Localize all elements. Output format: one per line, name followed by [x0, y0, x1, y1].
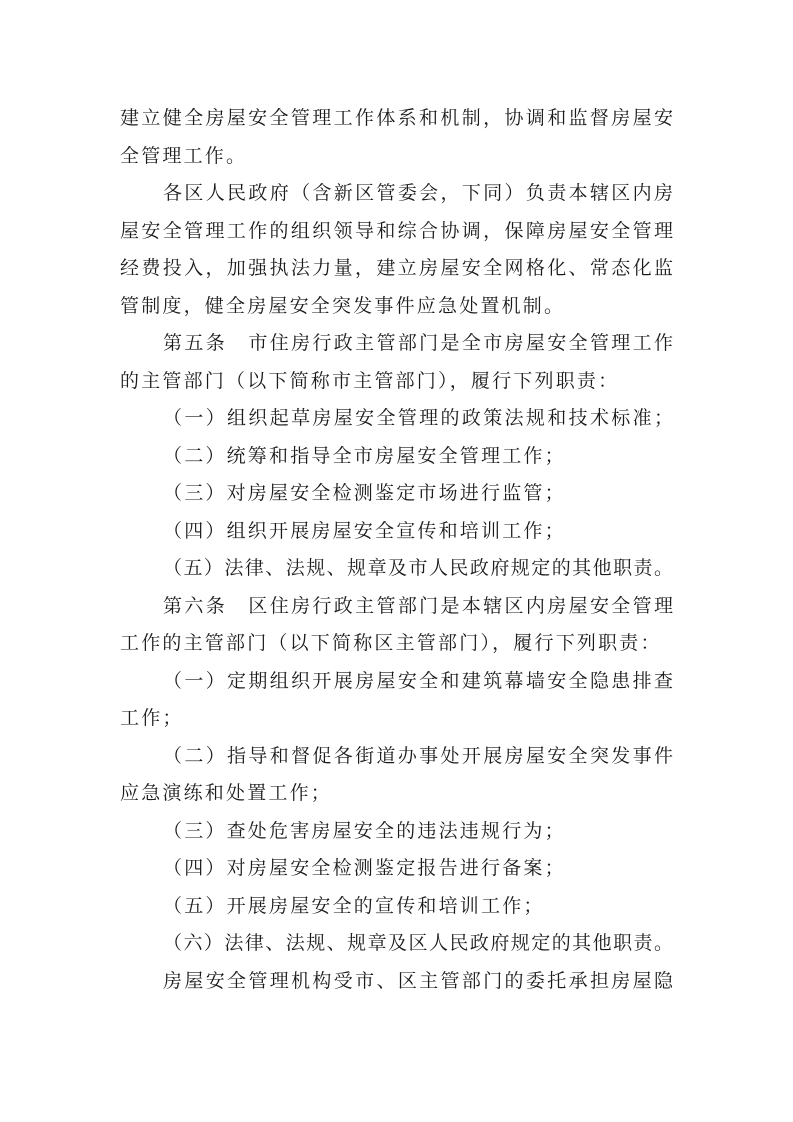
text-line: 管制度，健全房屋安全突发事件应急处置机制。	[120, 294, 566, 317]
text-line: 工作；	[120, 707, 184, 729]
text-line: 的主管部门（以下简称市主管部门），履行下列职责：	[120, 369, 620, 392]
text-line: 各区人民政府（含新区管委会，下同）负责本辖区内房	[163, 182, 673, 204]
text-line: 工作的主管部门（以下简称区主管部门），履行下列职责：	[120, 632, 662, 654]
text-line: 第五条 市住房行政主管部门是全市房屋安全管理工作	[163, 332, 673, 354]
text-line: （五）法律、法规、规章及市人民政府规定的其他职责。	[163, 557, 673, 579]
text-line: （四）对房屋安全检测鉴定报告进行备案；	[163, 857, 566, 879]
text-line: （六）法律、法规、规章及区人民政府规定的其他职责。	[163, 932, 673, 954]
text-line: （一）定期组织开展房屋安全和建筑幕墙安全隐患排查	[163, 669, 673, 692]
text-line: （二）统筹和指导全市房屋安全管理工作；	[163, 444, 566, 467]
text-line: （五）开展房屋安全的宣传和培训工作；	[163, 894, 545, 917]
text-line: 经费投入，加强执法力量，建立房屋安全网格化、常态化监	[120, 257, 673, 279]
text-line: 屋安全管理工作的组织领导和综合协调，保障房屋安全管理	[120, 219, 673, 242]
text-line: 第六条 区住房行政主管部门是本辖区内房屋安全管理	[163, 594, 673, 617]
text-line: （三）对房屋安全检测鉴定市场进行监管；	[163, 482, 566, 504]
text-line: 建立健全房屋安全管理工作体系和机制，协调和监督房屋安	[120, 107, 673, 129]
text-line: （二）指导和督促各街道办事处开展房屋安全突发事件	[163, 744, 673, 767]
text-line: （一）组织起草房屋安全管理的政策法规和技术标准；	[163, 407, 673, 429]
text-line: 全管理工作。	[120, 144, 248, 167]
text-line: 应急演练和处置工作；	[120, 782, 333, 804]
text-line: 房屋安全管理机构受市、区主管部门的委托承担房屋隐	[163, 969, 673, 992]
text-line: （四）组织开展房屋安全宣传和培训工作；	[163, 519, 566, 542]
text-line: （三）查处危害房屋安全的违法违规行为；	[163, 819, 566, 842]
